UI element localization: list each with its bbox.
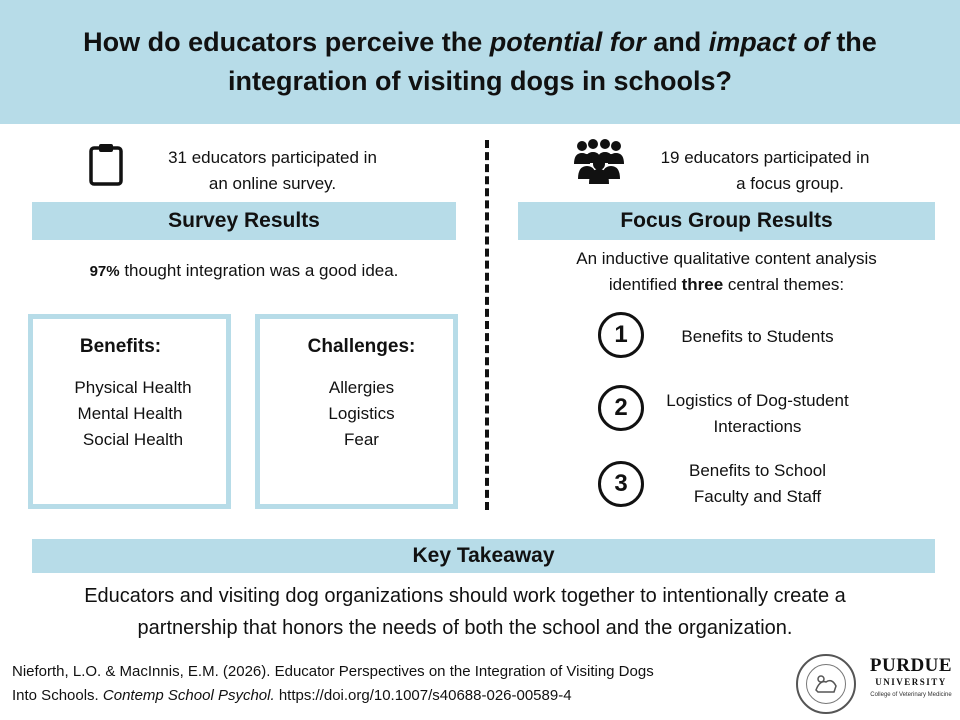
- theme-number-2: 2: [598, 385, 644, 431]
- theme-label-3: Benefits to School Faculty and Staff: [688, 461, 827, 506]
- theme-label-2: Logistics of Dog-student Interactions: [666, 391, 849, 436]
- benefits-card: [28, 314, 231, 509]
- takeaway-text: [0, 580, 930, 644]
- challenges-card: [255, 314, 458, 509]
- analysis-line-2: identified three central themes:: [608, 275, 845, 294]
- title-text-3: the integration of visiting dogs in schools?: [227, 27, 877, 96]
- column-divider: [485, 140, 489, 510]
- survey-results-heading: Survey Results: [32, 202, 456, 240]
- citation-line-2: Into Schools. Contemp School Psychol. https://doi.org/10.1007/s40688-026-00589-4: [12, 687, 572, 704]
- theme-number-3: 3: [598, 461, 644, 507]
- challenges-list: [260, 375, 463, 453]
- benefit-item: Mental Health: [77, 404, 183, 423]
- survey-intro-line-2: an online survey.: [208, 174, 337, 193]
- focus-intro-line-1: 19 educators participated in: [660, 148, 870, 167]
- survey-stat-text: thought integration was a good idea.: [119, 261, 399, 280]
- challenge-item: Allergies: [328, 378, 395, 397]
- citation-doi[interactable]: https://doi.org/10.1007/s40688-026-00589-4: [274, 687, 572, 704]
- survey-intro-line-1: 31 educators participated in: [168, 148, 377, 167]
- analysis-line-1: An inductive qualitative content analysis: [576, 249, 877, 268]
- title-text-2: and: [645, 27, 709, 57]
- title-text-1: How do educators perceive the: [83, 27, 490, 57]
- survey-stat-value: 97%: [89, 263, 120, 280]
- focus-analysis: [518, 246, 935, 298]
- group-icon: [571, 138, 627, 184]
- focus-intro: [625, 145, 905, 197]
- purdue-wordmark: PURDUE: [869, 655, 953, 676]
- challenge-item: Fear: [344, 430, 379, 449]
- challenge-item: Logistics: [328, 404, 395, 423]
- citation: [12, 660, 792, 708]
- purdue-logo: [866, 656, 956, 702]
- title-emphasis-1: potential for: [489, 27, 646, 57]
- challenges-title: Challenges:: [307, 336, 416, 357]
- survey-intro: [130, 145, 415, 197]
- clipboard-icon: [88, 142, 124, 186]
- purdue-university: UNIVERSITY: [875, 677, 947, 687]
- title-emphasis-2: impact of: [708, 27, 829, 57]
- survey-stat: [32, 261, 456, 281]
- benefit-item: Social Health: [82, 430, 184, 449]
- benefits-list: [33, 375, 233, 453]
- title-banner: [0, 0, 960, 124]
- citation-line-1: Nieforth, L.O. & MacInnis, E.M. (2026). Educator Perspectives on the Integration of Visiting Dogs: [12, 663, 654, 680]
- takeaway-heading: Key Takeaway: [32, 539, 935, 573]
- dog-seal-icon: [812, 670, 840, 698]
- benefit-item: Physical Health: [74, 378, 192, 397]
- takeaway-line-1: Educators and visiting dog organizations should work together to intentionally create a: [84, 585, 846, 607]
- page-title: [50, 23, 910, 101]
- analysis-bold-count: three: [681, 275, 724, 294]
- benefits-title: Benefits:: [79, 336, 162, 357]
- citation-journal: Contemp School Psychol.: [102, 687, 275, 704]
- theme-number-1: 1: [598, 312, 644, 358]
- focus-intro-line-2: a focus group.: [736, 174, 844, 193]
- theme-label-1: Benefits to Students: [681, 327, 834, 346]
- society-seal-logo: [796, 654, 856, 714]
- takeaway-line-2: partnership that honors the needs of both the school and the organization.: [137, 617, 793, 639]
- purdue-college: College of Veterinary Medicine: [870, 692, 952, 698]
- focus-results-heading: Focus Group Results: [518, 202, 935, 240]
